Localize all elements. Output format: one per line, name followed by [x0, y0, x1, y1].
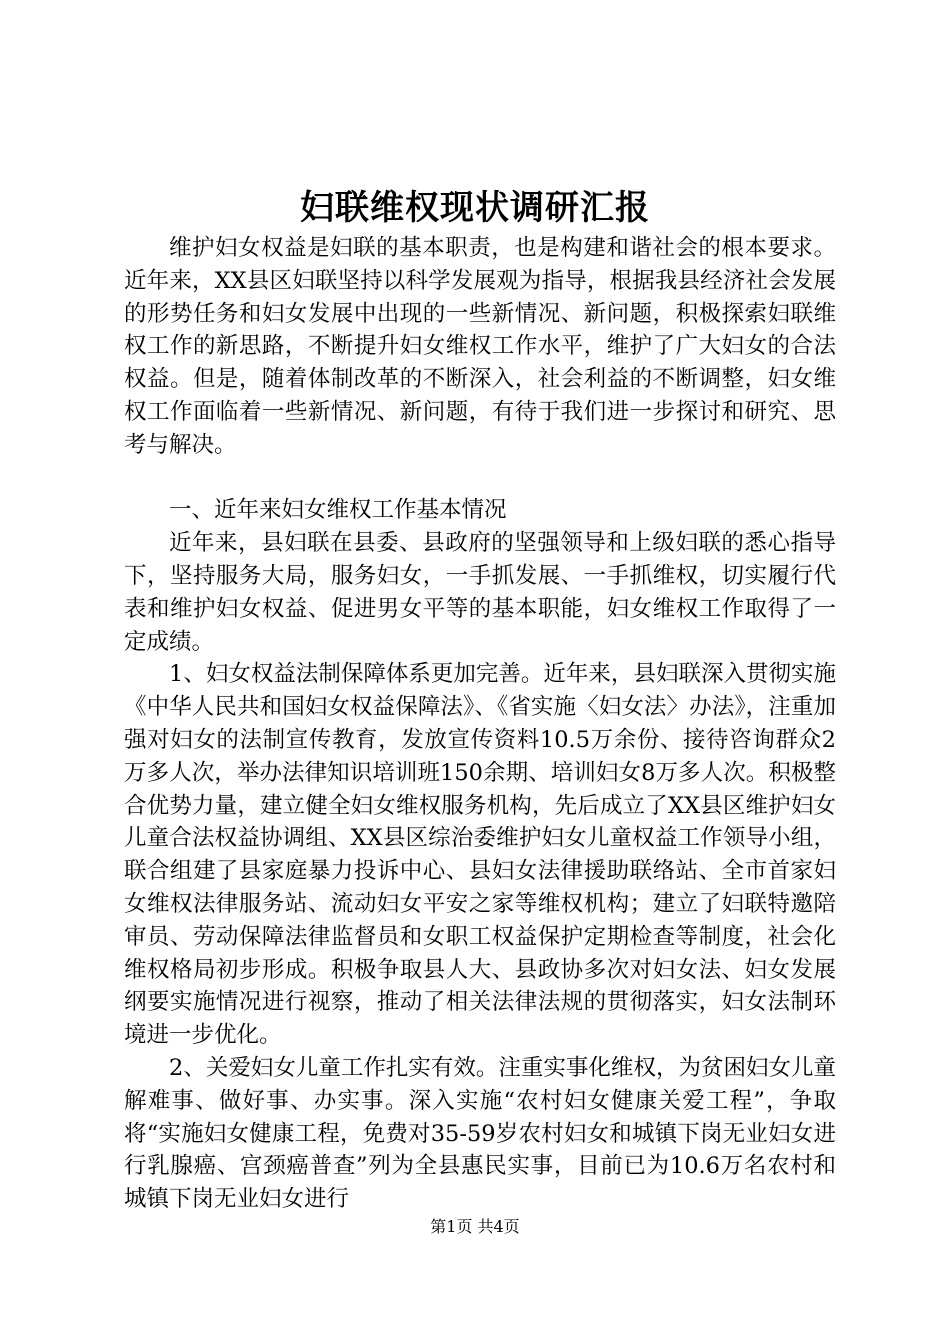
- intro-paragraph: 维护妇女权益是妇联的基本职责，也是构建和谐社会的根本要求。近年来，XX县区妇联坚持以科学发展观为指导，根据我县经济社会发展的形势任务和妇女发展中出现的一些新情况、新问题，积极探索妇联维权工作的新思路，不断提升妇女维权工作水平，维护了广大妇女的合法权益。但是，随着体制改革的不断深入，社会利益的不断调整，妇女维权工作面临着一些新情况、新问题，有待于我们进一步探讨和研究、思考与解决。: [124, 235, 836, 458]
- document-title: 妇联维权现状调研汇报: [300, 188, 650, 228]
- section-paragraph: 1、妇女权益法制保障体系更加完善。近年来，县妇联深入贯彻实施《中华人民共和国妇女权益保障法》、《省实施〈妇女法〉办法》，注重加强对妇女的法制宣传教育，发放宣传资料10.5万余份、接待咨询群众2万多人次，举办法律知识培训班150余期、培训妇女8万多人次。积极整合优势力量，建立健全妇女维权服务机构，先后成立了XX县区维护妇女儿童合法权益协调组、XX县区综治委维护妇女儿童权益工作领导小组，联合组建了县家庭暴力投诉中心、县妇女法律援助联络站、全市首家妇女维权法律服务站、流动妇女平安之家等维权机构；建立了妇联特邀陪审员、劳动保障法律监督员和女职工权益保护定期检查等制度，社会化维权格局初步形成。积极争取县人大、县政协多次对妇女法、妇女发展纲要实施情况进行视察，推动了相关法律法规的贯彻落实，妇女法制环境进一步优化。: [124, 661, 836, 1049]
- section-paragraph: 近年来，县妇联在县委、县政府的坚强领导和上级妇联的悉心指导下，坚持服务大局，服务妇女，一手抓发展、一手抓维权，切实履行代表和维护妇女权益、促进男女平等的基本职能，妇女维权工作取得了一定成绩。: [124, 530, 836, 655]
- section-paragraph: 2、关爱妇女儿童工作扎实有效。注重实事化维权，为贫困妇女儿童解难事、做好事、办实事。深入实施“农村妇女健康关爱工程”，争取将“实施妇女健康工程，免费对35-59岁农村妇女和城镇下岗无业妇女进行乳腺癌、宫颈癌普查”列为全县惠民实事，目前已为10.6万名农村和城镇下岗无业妇女进行: [124, 1054, 836, 1213]
- section-heading: 一、近年来妇女维权工作基本情况: [169, 497, 507, 524]
- page-footer: 第1页 共4页: [430, 1217, 520, 1236]
- paragraph-spacer: [124, 462, 836, 495]
- document-body: [124, 232, 836, 1216]
